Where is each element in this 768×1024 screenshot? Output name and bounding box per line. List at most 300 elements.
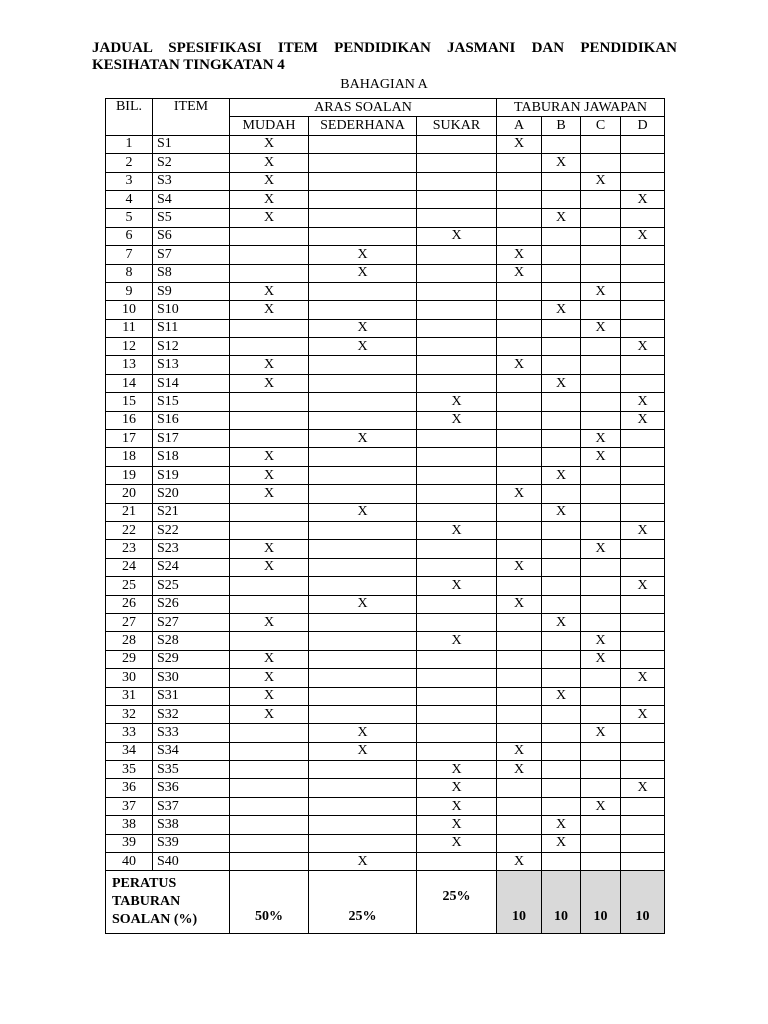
level-mudah-cell: X <box>230 209 309 227</box>
answer-d-cell: X <box>621 705 665 723</box>
answer-b-cell <box>542 521 581 539</box>
answer-b-cell <box>542 853 581 871</box>
level-sukar-cell <box>417 558 497 576</box>
level-sederhana-cell: X <box>309 246 417 264</box>
level-sederhana-cell <box>309 669 417 687</box>
level-mudah-cell: X <box>230 135 309 153</box>
row-number: 38 <box>106 816 153 834</box>
level-sukar-cell <box>417 853 497 871</box>
level-sederhana-cell <box>309 301 417 319</box>
table-row <box>106 503 665 521</box>
row-number: 19 <box>106 466 153 484</box>
row-number: 15 <box>106 393 153 411</box>
row-item: S29 <box>153 650 230 668</box>
row-item: S34 <box>153 742 230 760</box>
answer-d-cell <box>621 632 665 650</box>
answer-b-cell: X <box>542 374 581 392</box>
answer-c-cell <box>581 503 621 521</box>
table-row <box>106 687 665 705</box>
answer-b-cell <box>542 761 581 779</box>
title-line-2: KESIHATAN TINGKATAN 4 <box>92 57 285 73</box>
row-item: S15 <box>153 393 230 411</box>
row-item: S39 <box>153 834 230 852</box>
level-mudah-cell: X <box>230 301 309 319</box>
level-sederhana-cell <box>309 282 417 300</box>
answer-b-cell <box>542 393 581 411</box>
level-mudah-cell: X <box>230 466 309 484</box>
row-number: 32 <box>106 705 153 723</box>
answer-c-cell <box>581 411 621 429</box>
row-number: 18 <box>106 448 153 466</box>
answer-d-cell: X <box>621 779 665 797</box>
table-row <box>106 172 665 190</box>
level-mudah-cell <box>230 393 309 411</box>
row-number: 7 <box>106 246 153 264</box>
title-line-1: JADUAL SPESIFIKASI ITEM PENDIDIKAN JASMANI DAN PENDIDIKAN <box>92 40 677 56</box>
answer-c-cell: X <box>581 650 621 668</box>
answer-c-cell <box>581 613 621 631</box>
answer-b-cell <box>542 669 581 687</box>
answer-d-cell <box>621 466 665 484</box>
answer-b-cell <box>542 650 581 668</box>
row-item: S12 <box>153 338 230 356</box>
level-mudah-cell: X <box>230 172 309 190</box>
answer-d-cell <box>621 540 665 558</box>
level-sederhana-cell <box>309 521 417 539</box>
footer-label-line-1: PERATUS <box>112 876 177 892</box>
level-sederhana-cell <box>309 411 417 429</box>
level-sederhana-cell <box>309 650 417 668</box>
level-mudah-cell: X <box>230 448 309 466</box>
answer-c-cell <box>581 190 621 208</box>
row-item: S2 <box>153 154 230 172</box>
level-sederhana-cell <box>309 779 417 797</box>
row-item: S33 <box>153 724 230 742</box>
level-sederhana-cell <box>309 687 417 705</box>
row-item: S23 <box>153 540 230 558</box>
table-row <box>106 466 665 484</box>
answer-b-cell <box>542 705 581 723</box>
answer-a-cell <box>497 209 542 227</box>
row-number: 13 <box>106 356 153 374</box>
table-row <box>106 797 665 815</box>
answer-a-cell: X <box>497 761 542 779</box>
header-mudah: MUDAH <box>230 117 309 135</box>
row-number: 4 <box>106 190 153 208</box>
row-item: S7 <box>153 246 230 264</box>
header-b: B <box>542 117 581 135</box>
level-sederhana-cell <box>309 632 417 650</box>
section-heading: BAHAGIAN A <box>340 77 428 92</box>
table-row <box>106 705 665 723</box>
table-row <box>106 209 665 227</box>
answer-d-cell <box>621 724 665 742</box>
table-row <box>106 613 665 631</box>
answer-d-cell <box>621 301 665 319</box>
row-number: 14 <box>106 374 153 392</box>
level-sederhana-cell <box>309 466 417 484</box>
answer-c-cell <box>581 761 621 779</box>
answer-a-cell <box>497 503 542 521</box>
answer-c-cell <box>581 374 621 392</box>
level-sukar-cell: X <box>417 577 497 595</box>
answer-c-cell: X <box>581 724 621 742</box>
level-mudah-cell: X <box>230 613 309 631</box>
answer-d-cell <box>621 687 665 705</box>
answer-b-cell <box>542 430 581 448</box>
answer-a-cell <box>497 521 542 539</box>
row-number: 17 <box>106 430 153 448</box>
row-number: 29 <box>106 650 153 668</box>
level-sederhana-cell <box>309 485 417 503</box>
row-number: 27 <box>106 613 153 631</box>
row-item: S10 <box>153 301 230 319</box>
answer-a-cell <box>497 430 542 448</box>
level-sederhana-cell <box>309 356 417 374</box>
level-sederhana-cell <box>309 154 417 172</box>
answer-d-cell <box>621 209 665 227</box>
row-item: S36 <box>153 779 230 797</box>
level-sederhana-cell: X <box>309 319 417 337</box>
table-row <box>106 319 665 337</box>
level-sederhana-cell <box>309 705 417 723</box>
row-item: S31 <box>153 687 230 705</box>
table-row <box>106 650 665 668</box>
row-item: S11 <box>153 319 230 337</box>
row-number: 6 <box>106 227 153 245</box>
header-item: ITEM <box>153 99 230 136</box>
answer-a-cell <box>497 834 542 852</box>
answer-d-cell <box>621 742 665 760</box>
table-row <box>106 485 665 503</box>
level-sukar-cell: X <box>417 521 497 539</box>
table-row <box>106 338 665 356</box>
row-number: 10 <box>106 301 153 319</box>
answer-a-cell <box>497 669 542 687</box>
table-row <box>106 632 665 650</box>
answer-c-cell <box>581 834 621 852</box>
answer-a-cell <box>497 411 542 429</box>
answer-a-cell <box>497 338 542 356</box>
answer-b-cell <box>542 797 581 815</box>
row-number: 36 <box>106 779 153 797</box>
level-sukar-cell: X <box>417 393 497 411</box>
level-sukar-cell <box>417 190 497 208</box>
level-sederhana-cell <box>309 448 417 466</box>
level-mudah-cell <box>230 632 309 650</box>
answer-a-cell <box>497 282 542 300</box>
level-sederhana-cell <box>309 172 417 190</box>
answer-d-cell <box>621 761 665 779</box>
answer-d-cell <box>621 595 665 613</box>
level-sukar-cell <box>417 301 497 319</box>
level-mudah-cell <box>230 319 309 337</box>
level-sukar-cell: X <box>417 834 497 852</box>
table-row <box>106 853 665 871</box>
answer-a-cell <box>497 816 542 834</box>
answer-c-cell <box>581 356 621 374</box>
row-item: S27 <box>153 613 230 631</box>
answer-c-cell <box>581 742 621 760</box>
table-row <box>106 724 665 742</box>
footer-count-a: 10 <box>497 871 542 934</box>
answer-c-cell <box>581 669 621 687</box>
level-sukar-cell <box>417 650 497 668</box>
table-row <box>106 430 665 448</box>
answer-b-cell: X <box>542 301 581 319</box>
answer-a-cell: X <box>497 485 542 503</box>
level-sukar-cell: X <box>417 411 497 429</box>
level-sukar-cell <box>417 687 497 705</box>
row-number: 8 <box>106 264 153 282</box>
header-d: D <box>621 117 665 135</box>
row-item: S22 <box>153 521 230 539</box>
header-sukar: SUKAR <box>417 117 497 135</box>
level-mudah-cell: X <box>230 282 309 300</box>
row-item: S14 <box>153 374 230 392</box>
specification-table <box>105 98 665 934</box>
row-number: 33 <box>106 724 153 742</box>
row-item: S6 <box>153 227 230 245</box>
row-item: S20 <box>153 485 230 503</box>
level-sederhana-cell <box>309 227 417 245</box>
row-number: 2 <box>106 154 153 172</box>
row-item: S4 <box>153 190 230 208</box>
table-row <box>106 540 665 558</box>
level-sukar-cell <box>417 466 497 484</box>
row-number: 40 <box>106 853 153 871</box>
level-sukar-cell <box>417 135 497 153</box>
answer-a-cell <box>497 705 542 723</box>
level-sukar-cell: X <box>417 779 497 797</box>
footer-label-line-3: SOALAN (%) <box>112 912 198 928</box>
level-mudah-cell: X <box>230 540 309 558</box>
level-sederhana-cell: X <box>309 338 417 356</box>
level-mudah-cell <box>230 742 309 760</box>
footer-count-c: 10 <box>581 871 621 934</box>
header-sederhana: SEDERHANA <box>309 117 417 135</box>
row-item: S13 <box>153 356 230 374</box>
answer-d-cell <box>621 246 665 264</box>
level-mudah-cell <box>230 761 309 779</box>
table-row <box>106 374 665 392</box>
table-row <box>106 834 665 852</box>
level-mudah-cell: X <box>230 374 309 392</box>
level-mudah-cell: X <box>230 669 309 687</box>
answer-a-cell: X <box>497 595 542 613</box>
level-sukar-cell <box>417 705 497 723</box>
level-mudah-cell <box>230 246 309 264</box>
level-sukar-cell <box>417 595 497 613</box>
answer-d-cell <box>621 613 665 631</box>
row-number: 30 <box>106 669 153 687</box>
answer-a-cell <box>497 632 542 650</box>
answer-c-cell: X <box>581 632 621 650</box>
answer-c-cell <box>581 338 621 356</box>
answer-c-cell <box>581 466 621 484</box>
answer-a-cell: X <box>497 246 542 264</box>
level-sederhana-cell <box>309 190 417 208</box>
level-sukar-cell <box>417 319 497 337</box>
answer-b-cell <box>542 135 581 153</box>
level-sukar-cell <box>417 264 497 282</box>
level-mudah-cell: X <box>230 705 309 723</box>
answer-a-cell <box>497 190 542 208</box>
footer-row <box>106 871 665 934</box>
row-item: S21 <box>153 503 230 521</box>
answer-c-cell: X <box>581 282 621 300</box>
answer-a-cell <box>497 227 542 245</box>
row-number: 23 <box>106 540 153 558</box>
answer-b-cell <box>542 779 581 797</box>
answer-b-cell: X <box>542 466 581 484</box>
level-sederhana-cell: X <box>309 724 417 742</box>
answer-b-cell <box>542 411 581 429</box>
answer-a-cell <box>497 650 542 668</box>
footer-mudah-percent: 50% <box>230 871 309 934</box>
table-row <box>106 246 665 264</box>
answer-b-cell: X <box>542 503 581 521</box>
level-mudah-cell <box>230 853 309 871</box>
document-title <box>92 40 677 74</box>
level-mudah-cell: X <box>230 687 309 705</box>
level-sukar-cell: X <box>417 797 497 815</box>
level-mudah-cell <box>230 834 309 852</box>
level-sukar-cell <box>417 246 497 264</box>
table-row <box>106 264 665 282</box>
level-sukar-cell <box>417 430 497 448</box>
row-item: S32 <box>153 705 230 723</box>
table-row <box>106 356 665 374</box>
answer-a-cell <box>497 319 542 337</box>
table-row <box>106 558 665 576</box>
answer-d-cell: X <box>621 577 665 595</box>
table-row <box>106 816 665 834</box>
level-mudah-cell: X <box>230 190 309 208</box>
row-number: 22 <box>106 521 153 539</box>
answer-b-cell: X <box>542 613 581 631</box>
table-row <box>106 595 665 613</box>
level-mudah-cell <box>230 779 309 797</box>
answer-c-cell: X <box>581 172 621 190</box>
table-row <box>106 227 665 245</box>
answer-d-cell: X <box>621 521 665 539</box>
level-sederhana-cell <box>309 209 417 227</box>
level-mudah-cell <box>230 521 309 539</box>
answer-c-cell <box>581 595 621 613</box>
answer-b-cell: X <box>542 687 581 705</box>
row-number: 21 <box>106 503 153 521</box>
answer-d-cell <box>621 135 665 153</box>
table-row <box>106 135 665 153</box>
header-aras-soalan: ARAS SOALAN <box>230 99 497 117</box>
answer-b-cell <box>542 632 581 650</box>
answer-c-cell <box>581 853 621 871</box>
row-item: S24 <box>153 558 230 576</box>
answer-b-cell <box>542 172 581 190</box>
row-item: S3 <box>153 172 230 190</box>
footer-sukar-percent: 25% <box>417 871 497 934</box>
level-sederhana-cell: X <box>309 503 417 521</box>
level-sukar-cell <box>417 724 497 742</box>
level-mudah-cell <box>230 430 309 448</box>
answer-c-cell: X <box>581 448 621 466</box>
answer-d-cell <box>621 650 665 668</box>
row-number: 39 <box>106 834 153 852</box>
level-mudah-cell <box>230 411 309 429</box>
answer-a-cell <box>497 613 542 631</box>
answer-d-cell <box>621 834 665 852</box>
answer-a-cell <box>497 779 542 797</box>
level-sederhana-cell: X <box>309 430 417 448</box>
level-sederhana-cell: X <box>309 595 417 613</box>
answer-d-cell: X <box>621 338 665 356</box>
row-item: S38 <box>153 816 230 834</box>
answer-d-cell: X <box>621 393 665 411</box>
answer-b-cell <box>542 724 581 742</box>
answer-b-cell: X <box>542 154 581 172</box>
header-taburan-jawapan: TABURAN JAWAPAN <box>497 99 665 117</box>
level-sukar-cell <box>417 448 497 466</box>
table-row <box>106 411 665 429</box>
answer-a-cell <box>497 466 542 484</box>
row-item: S26 <box>153 595 230 613</box>
level-sederhana-cell <box>309 558 417 576</box>
level-mudah-cell: X <box>230 558 309 576</box>
row-number: 20 <box>106 485 153 503</box>
answer-b-cell <box>542 264 581 282</box>
row-number: 24 <box>106 558 153 576</box>
answer-d-cell <box>621 853 665 871</box>
table-row <box>106 669 665 687</box>
level-sukar-cell <box>417 669 497 687</box>
table-row <box>106 742 665 760</box>
row-item: S1 <box>153 135 230 153</box>
answer-b-cell: X <box>542 816 581 834</box>
level-mudah-cell: X <box>230 356 309 374</box>
level-sederhana-cell <box>309 135 417 153</box>
answer-c-cell <box>581 577 621 595</box>
answer-d-cell <box>621 264 665 282</box>
row-item: S16 <box>153 411 230 429</box>
answer-a-cell <box>497 154 542 172</box>
level-sukar-cell <box>417 742 497 760</box>
level-sukar-cell <box>417 338 497 356</box>
level-sukar-cell: X <box>417 632 497 650</box>
row-number: 3 <box>106 172 153 190</box>
answer-a-cell <box>497 724 542 742</box>
answer-b-cell <box>542 246 581 264</box>
level-sederhana-cell: X <box>309 742 417 760</box>
level-sukar-cell <box>417 374 497 392</box>
answer-b-cell <box>542 338 581 356</box>
header-a: A <box>497 117 542 135</box>
level-mudah-cell <box>230 577 309 595</box>
row-item: S28 <box>153 632 230 650</box>
answer-a-cell <box>497 687 542 705</box>
answer-b-cell <box>542 595 581 613</box>
level-mudah-cell <box>230 503 309 521</box>
level-sederhana-cell: X <box>309 264 417 282</box>
row-item: S8 <box>153 264 230 282</box>
level-sukar-cell <box>417 154 497 172</box>
level-sederhana-cell <box>309 797 417 815</box>
table-row <box>106 282 665 300</box>
level-mudah-cell <box>230 797 309 815</box>
answer-c-cell <box>581 687 621 705</box>
answer-d-cell <box>621 374 665 392</box>
answer-c-cell <box>581 246 621 264</box>
